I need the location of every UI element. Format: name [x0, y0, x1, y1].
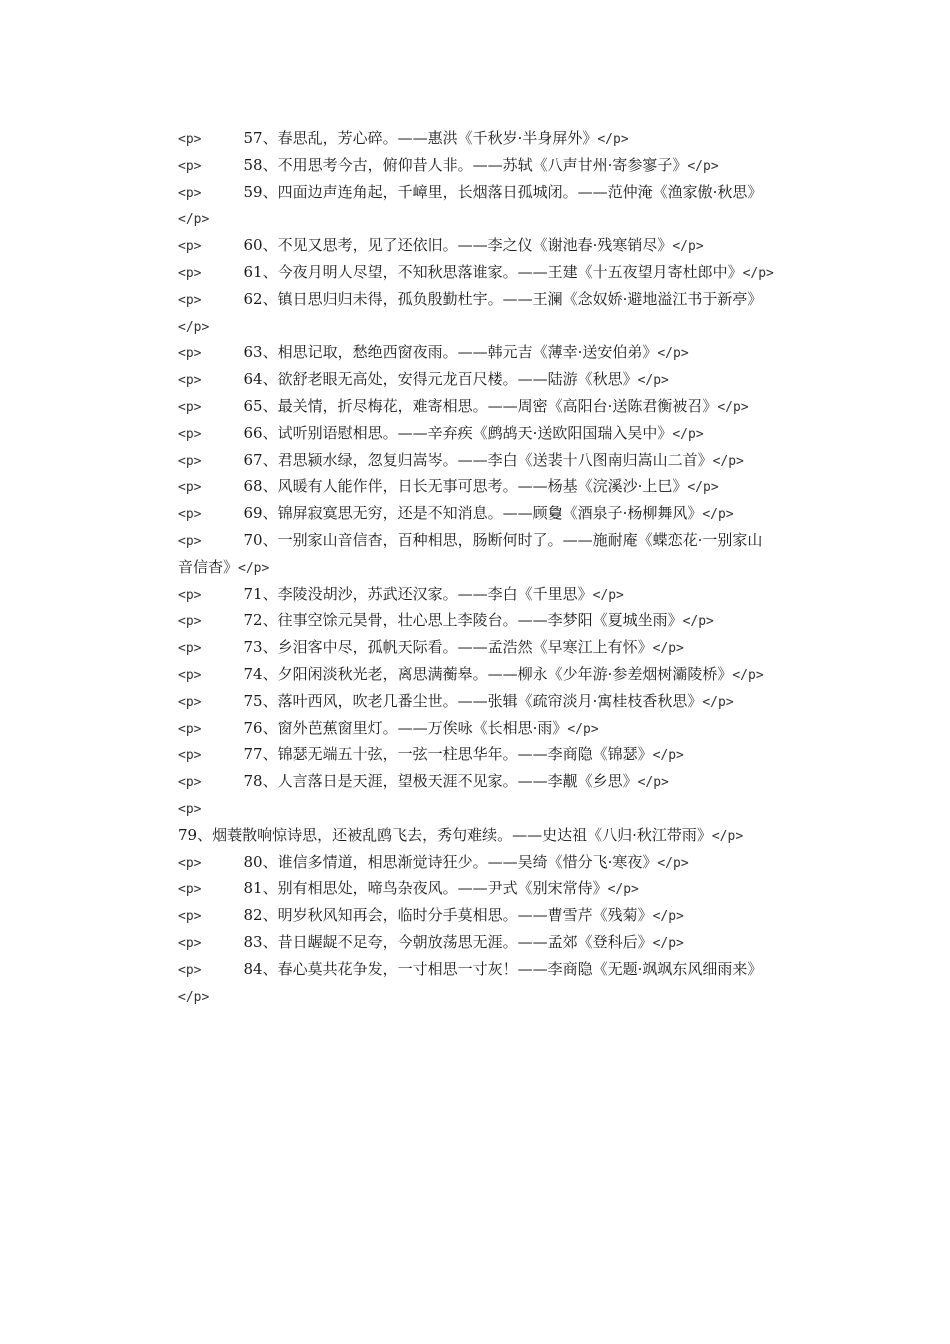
close-tag: </p> — [732, 667, 764, 683]
open-tag: <p> — [178, 373, 202, 389]
entry-text: 77、锦瑟无端五十弦，一弦一柱思华年。——李商隐《锦瑟》 — [243, 745, 653, 764]
open-tag: <p> — [178, 935, 202, 951]
entry-text: 62、镇日思归归未得，孤负殷勤杜宇。——王澜《念奴娇·避地溢江书于新亭》 — [243, 289, 763, 308]
open-tag: <p> — [178, 667, 202, 683]
entry-text: 79、烟蓑散响惊诗思，还被乱鸥飞去，秀句难续。——史达祖《八归·秋江带雨》 — [178, 825, 712, 844]
open-tag: <p> — [178, 962, 202, 978]
entry-text: 75、落叶西风，吹老几番尘世。——张辑《疏帘淡月·寓桂枝香秋思》 — [243, 691, 703, 710]
close-tag: </p> — [717, 399, 749, 415]
entry-text: 64、欲舒老眼无高处，安得元龙百尺楼。——陆游《秋思》 — [243, 370, 638, 389]
close-tag: </p> — [178, 319, 210, 335]
entry-75 — [178, 689, 774, 716]
open-tag: <p> — [178, 775, 202, 791]
close-tag: </p> — [687, 158, 719, 174]
open-tag: <p> — [178, 239, 202, 255]
open-tag: <p> — [178, 801, 202, 817]
close-tag: </p> — [682, 614, 714, 630]
entry-text: 67、君思颍水绿，忽复归嵩岑。——李白《送裴十八图南归嵩山二首》 — [243, 450, 713, 469]
entry-text: 82、明岁秋风知再会，临时分手莫相思。——曹雪芹《残菊》 — [243, 906, 653, 925]
entry-text: 57、春思乱，芳心碎。——惠洪《千秋岁·半身屏外》 — [243, 129, 598, 147]
entry-70 — [178, 528, 774, 582]
entry-74 — [178, 662, 774, 689]
open-tag: <p> — [178, 426, 202, 442]
entry-text: 78、人言落日是天涯，望极天涯不见家。——李觏《乡思》 — [243, 772, 638, 791]
open-tag: <p> — [178, 399, 202, 415]
close-tag: </p> — [652, 748, 684, 764]
close-tag: </p> — [672, 426, 704, 442]
entry-84 — [178, 957, 774, 1011]
open-tag: <p> — [178, 587, 202, 603]
close-tag: </p> — [637, 373, 669, 389]
entry-text: 71、李陵没胡沙，苏武还汉家。——李白《千里思》 — [243, 584, 593, 603]
entry-text: 61、今夜月明人尽望，不知秋思落谁家。——王建《十五夜望月寄杜郎中》 — [243, 262, 743, 281]
open-tag: <p> — [178, 158, 202, 174]
close-tag: </p> — [702, 694, 734, 710]
entry-text: 81、别有相思处，啼鸟杂夜风。——尹式《别宋常侍》 — [243, 879, 608, 898]
entry-71 — [178, 582, 774, 609]
entry-82 — [178, 903, 774, 930]
open-tag: <p> — [178, 694, 202, 710]
entry-text: 68、风暖有人能作伴，日长无事可思考。——杨基《浣溪沙·上巳》 — [243, 477, 688, 496]
entry-text: 84、春心莫共花争发，一寸相思一寸灰！——李商隐《无题·飒飒东风细雨来》 — [243, 959, 763, 978]
close-tag: </p> — [711, 828, 744, 844]
entry-76 — [178, 716, 774, 743]
close-tag: </p> — [657, 346, 689, 362]
close-tag: </p> — [607, 882, 639, 898]
close-tag: </p> — [652, 641, 684, 657]
entry-61 — [178, 260, 774, 287]
open-tag: <p> — [178, 265, 202, 281]
entry-text: 70、一别家山音信杳，百种相思，肠断何时了。——施耐庵《蝶恋花·一别家山音信杳》 — [178, 530, 763, 576]
entry-text: 60、不见又思考，见了还依旧。——李之仪《谢池春·残寒销尽》 — [243, 236, 673, 255]
entry-text: 69、锦屏寂寞思无穷，还是不知消息。——顾敻《酒泉子·杨柳舞风》 — [243, 504, 703, 523]
entry-79 — [178, 796, 774, 850]
close-tag: </p> — [238, 560, 270, 576]
open-tag: <p> — [178, 909, 202, 925]
entry-text: 83、昔日龌龊不足夸，今朝放荡思无涯。——孟郊《登科后》 — [243, 932, 653, 951]
open-tag: <p> — [178, 292, 202, 308]
open-tag: <p> — [178, 507, 202, 523]
entry-67 — [178, 448, 774, 475]
entry-text: 73、乡泪客中尽，孤帆天际看。——孟浩然《早寒江上有怀》 — [243, 638, 653, 657]
entry-text: 80、谁信多情道，相思渐觉诗狂少。——吴绮《惜分飞·寒夜》 — [243, 852, 658, 871]
entry-66 — [178, 421, 774, 448]
entry-text: 59、四面边声连角起，千嶂里，长烟落日孤城闭。——范仲淹《渔家傲·秋思》 — [243, 182, 763, 201]
entry-73 — [178, 635, 774, 662]
entry-78 — [178, 769, 774, 796]
entry-60 — [178, 233, 774, 260]
entry-65 — [178, 394, 774, 421]
entry-80 — [178, 850, 774, 877]
close-tag: </p> — [652, 909, 684, 925]
document-body — [178, 126, 774, 1010]
close-tag: </p> — [567, 721, 599, 737]
close-tag: </p> — [592, 587, 624, 603]
entry-81 — [178, 876, 774, 903]
open-tag: <p> — [178, 641, 202, 657]
close-tag: </p> — [712, 453, 744, 469]
close-tag: </p> — [652, 935, 684, 951]
entry-59 — [178, 180, 774, 234]
entry-text: 63、相思记取，愁绝西窗夜雨。——韩元吉《薄幸·送安伯弟》 — [243, 343, 658, 362]
open-tag: <p> — [178, 721, 202, 737]
open-tag: <p> — [178, 533, 202, 549]
entry-text: 74、夕阳闲淡秋光老，离思满蘅皋。——柳永《少年游·参差烟树灞陵桥》 — [243, 664, 733, 683]
open-tag: <p> — [178, 346, 202, 362]
entry-63 — [178, 340, 774, 367]
close-tag: </p> — [178, 989, 210, 1005]
open-tag: <p> — [178, 480, 202, 496]
close-tag: </p> — [742, 265, 774, 281]
open-tag: <p> — [178, 185, 202, 201]
entry-69 — [178, 501, 774, 528]
open-tag: <p> — [178, 882, 202, 898]
close-tag: </p> — [657, 855, 689, 871]
close-tag: </p> — [702, 507, 734, 523]
entry-68 — [178, 474, 774, 501]
open-tag: <p> — [178, 748, 202, 764]
entry-text: 76、窗外芭蕉窗里灯。——万俟咏《长相思·雨》 — [243, 718, 568, 737]
open-tag: <p> — [178, 453, 202, 469]
entry-83 — [178, 930, 774, 957]
open-tag: <p> — [178, 614, 202, 630]
entry-text: 58、不用思考今古，俯仰昔人非。——苏轼《八声甘州·寄参寥子》 — [243, 155, 688, 174]
entry-64 — [178, 367, 774, 394]
close-tag: </p> — [178, 212, 210, 228]
open-tag: <p> — [178, 132, 202, 147]
entry-57 — [178, 126, 774, 153]
entry-text: 72、往事空馀元昊骨，壮心思上李陵台。——李梦阳《夏城坐雨》 — [243, 611, 683, 630]
entry-62 — [178, 287, 774, 341]
open-tag: <p> — [178, 855, 202, 871]
entry-72 — [178, 608, 774, 635]
entry-58 — [178, 153, 774, 180]
entry-text: 66、试听别语慰相思。——辛弃疾《鹧鸪天·送欧阳国瑞入吴中》 — [243, 423, 673, 442]
close-tag: </p> — [687, 480, 719, 496]
close-tag: </p> — [597, 132, 629, 147]
close-tag: </p> — [637, 775, 669, 791]
entry-77 — [178, 742, 774, 769]
entry-text: 65、最关情，折尽梅花，难寄相思。——周密《高阳台·送陈君衡被召》 — [243, 396, 718, 415]
close-tag: </p> — [672, 239, 704, 255]
